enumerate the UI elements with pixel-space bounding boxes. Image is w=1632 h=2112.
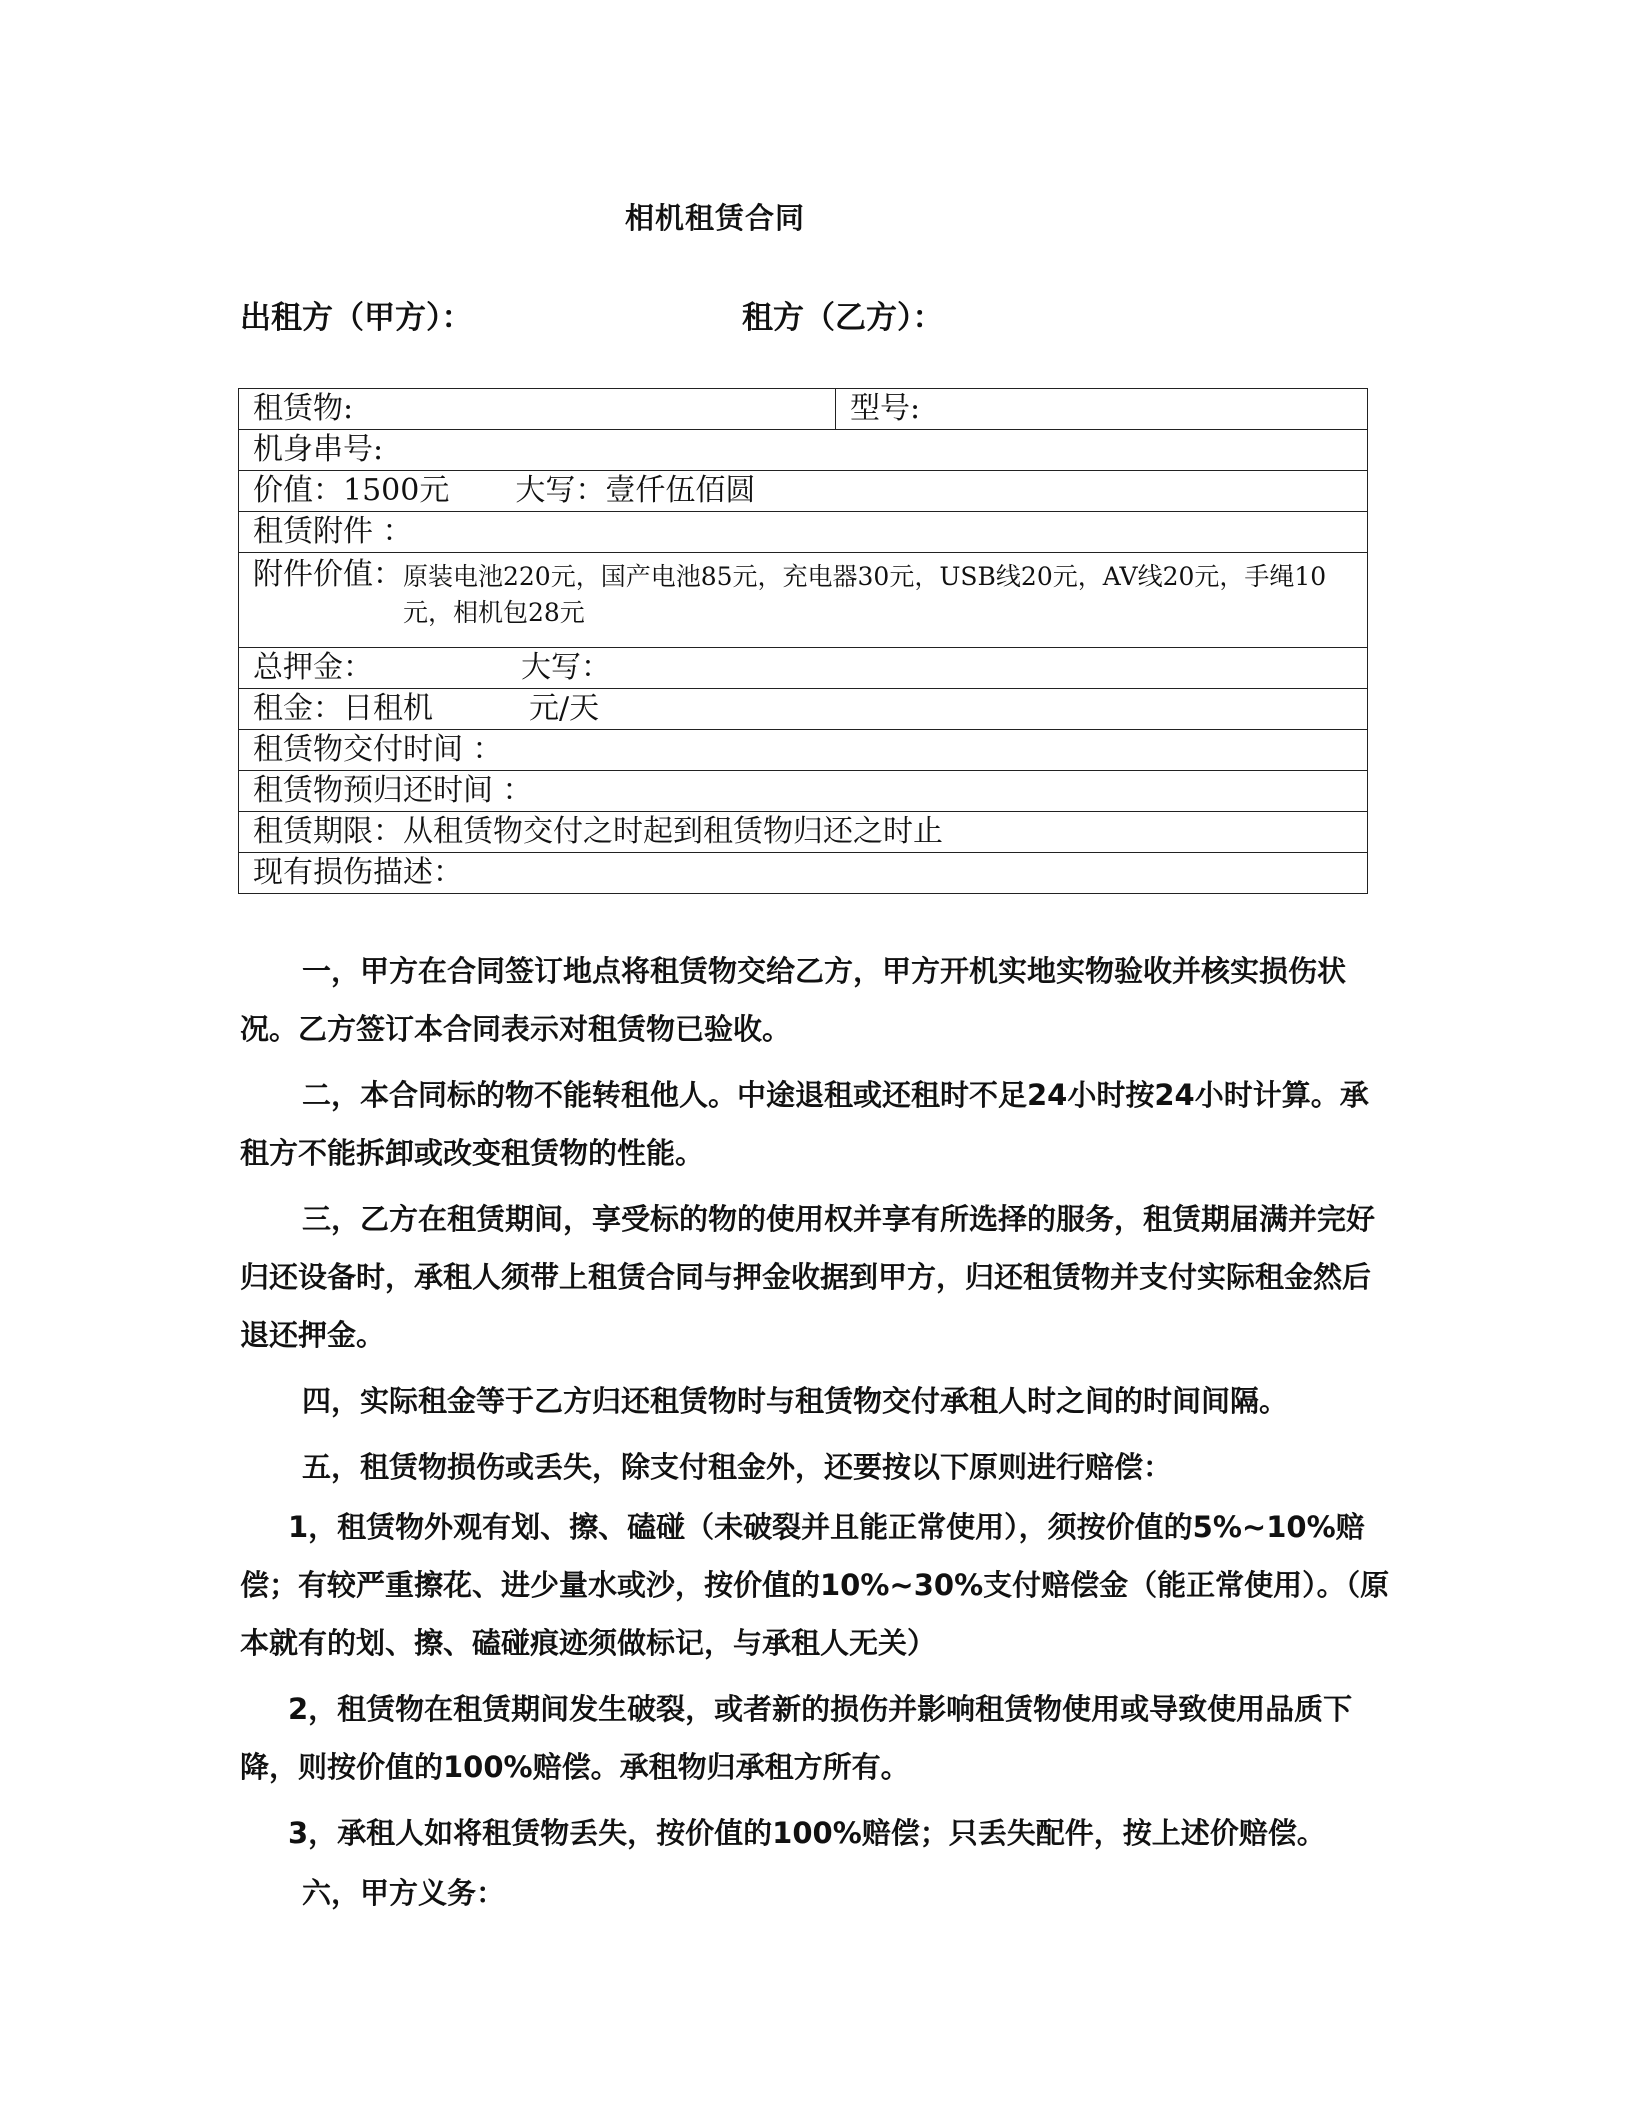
term-cell [239,812,1368,853]
delivery-time-cell [239,730,1368,771]
deposit-label: 总押金： [253,650,373,685]
rent-cell [239,689,1368,730]
rent-unit: 元/天 [529,691,600,726]
clause-5-3: 3，承租人如将租赁物丢失，按价值的100%赔偿；只丢失配件，按上述价赔偿。 [288,1816,1326,1850]
accessories-cell [239,512,1368,553]
table-row [239,812,1368,853]
damage-cell [239,853,1368,894]
value-caps: 大写：壹仟伍佰圆 [515,473,756,508]
document-title: 相机租赁合同 [624,201,805,235]
clause-5: 五，租赁物损伤或丢失，除支付租金外，还要按以下原则进行赔偿： [302,1450,1173,1484]
rent-label: 租金：日租机 [253,691,433,726]
table-row [239,512,1368,553]
return-time-label: 租赁物预归还时间 ： [253,773,533,808]
clause-1: 一，甲方在合同签订地点将租赁物交给乙方，甲方开机实地实物验收并核实损伤状况。乙方签订本合同表示对租赁物已验收。 [240,954,1347,1046]
lessor-label: 出租方（甲方）： [240,300,473,336]
table-row [239,430,1368,471]
clause-3: 三，乙方在租赁期间，享受标的物的使用权并享有所选择的服务，租赁期届满并完好归还设备时，承租人须带上租赁合同与押金收据到甲方，归还租赁物并支付实际租金然后退还押金。 [240,1202,1376,1352]
serial-label: 机身串号: [253,432,384,467]
deposit-caps: 大写： [521,650,611,685]
clause-6: 六，甲方义务： [302,1876,506,1910]
contract-clauses [240,942,1390,1930]
table-row [239,730,1368,771]
lessee-label: 租方（乙方）： [742,300,944,336]
table-row [239,689,1368,730]
accessory-value-label: 附件价值： [253,557,403,592]
table-row [239,389,1368,430]
accessory-value-cell [239,553,1368,648]
accessories-label: 租赁附件 ： [253,514,413,549]
value-cell [239,471,1368,512]
return-time-cell [239,771,1368,812]
deposit-cell [239,648,1368,689]
rental-info-table [238,388,1368,894]
clause-5-1: 1，租赁物外观有划、擦、磕碰（未破裂并且能正常使用），须按价值的5%~10%赔偿；有较严重擦花、进少量水或沙，按价值的10%~30%支付赔偿金（能正常使用）。（原本就有的划、擦、磕碰痕迹须做标记，与承租人无关） [240,1510,1390,1660]
value-label: 价值：1500元 [253,473,450,508]
item-label: 租赁物: [253,391,354,426]
table-row [239,553,1368,648]
model-cell [836,389,1368,430]
table-row [239,648,1368,689]
item-cell [239,389,836,430]
accessory-value-text: 原装电池220元，国产电池85元，充电器30元，USB线20元，AV线20元，手绳10元，相机包28元 [403,562,1327,627]
table-row [239,471,1368,512]
table-row [239,771,1368,812]
clause-4: 四，实际租金等于乙方归还租赁物时与租赁物交付承租人时之间的时间间隔。 [302,1384,1289,1418]
damage-label: 现有损伤描述： [253,855,463,890]
model-label: 型号: [850,391,921,426]
delivery-time-label: 租赁物交付时间 ： [253,732,503,767]
serial-cell [239,430,1368,471]
table-row [239,853,1368,894]
clause-5-2: 2，租赁物在租赁期间发生破裂，或者新的损伤并影响租赁物使用或导致使用品质下降，则按价值的100%赔偿。承租物归承租方所有。 [240,1692,1353,1784]
term-label: 租赁期限：从租赁物交付之时起到租赁物归还之时止 [253,814,943,849]
clause-2: 二，本合同标的物不能转租他人。中途退租或还租时不足24小时按24小时计算。承租方不能拆卸或改变租赁物的性能。 [240,1078,1369,1170]
